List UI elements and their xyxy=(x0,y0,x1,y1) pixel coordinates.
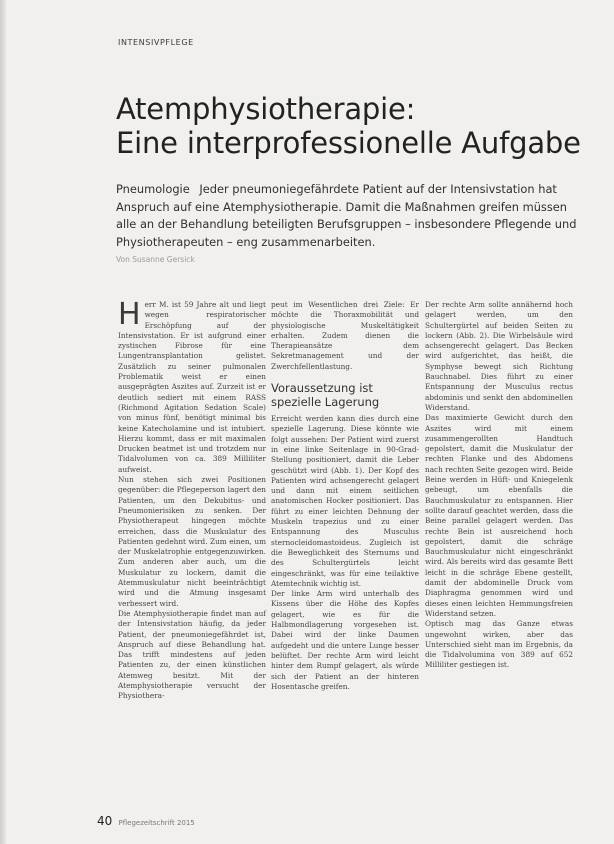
article-lead xyxy=(116,181,586,251)
paragraph-text: err M. ist 59 Jahre alt und liegt wegen respiratorischer Erschöpfung auf der Intensivstation. Er ist aufgrund einer zystischen Fibrose für eine Lungentransplantation gelistet. Zusätzlich zu seiner pulmonalen Problematik weist er einen ausgeprägten Aszites auf. Zurzeit ist er deutlich sediert mit einem RASS (Richmond Agitation Sedation Scale) von minus fünf, benötigt minimal bis keine Katecholamine und ist intubiert. Hierzu kommt, dass er mit maximalen Drucken beatmet ist und trotzdem nur Tidalvolumen von ca. 389 Milliliter aufweist. xyxy=(118,300,266,474)
drop-cap: H xyxy=(118,297,141,332)
paragraph: Die Atemphysiotherapie findet man auf der Intensivstation häufig, da jeder Patient, der pneumoniegefährdet ist, Anspruch auf diese Behandlung hat. Das trifft mindestens auf jeden Patienten zu, der einen künstlichen Atemweg besitzt. Mit der Atemphysiotherapie versucht der Physiothera- xyxy=(118,608,266,701)
article-title-line-2: Eine interprofessionelle Aufgabe xyxy=(116,126,581,160)
section-label: INTENSIVPFLEGE xyxy=(118,38,194,47)
journal-name: Pflegezeitschrift 2015 xyxy=(118,819,195,827)
paragraph: Optisch mag das Ganze etwas ungewohnt wirken, aber das Unterschied sieht man im Ergebnis, da die Tidalvolumina von 389 auf 652 Milliliter gestiegen ist. xyxy=(425,619,573,670)
lead-text: Jeder pneumoniegefährdete Patient auf der Intensivstation hat Anspruch auf eine Atemphysiotherapie. Damit die Maßnahmen greifen müssen alle an der Behandlung beteiligten Berufsgruppen – insbesondere Pflegende und Physiotherapeuten – eng zusammenarbeiten. xyxy=(116,182,577,249)
text-column-2 xyxy=(271,300,419,692)
page-edge xyxy=(0,0,6,844)
lead-kicker: Pneumologie xyxy=(116,182,190,196)
text-column-3 xyxy=(425,300,573,671)
byline: Von Susanne Gersick xyxy=(116,255,195,264)
paragraph: Der rechte Arm sollte annähernd hoch gelagert werden, um den Schultergürtel auf beiden Seiten zu lockern (Abb. 2). Die Wirbelsäule wird achsengerecht gelagert. Das Becken wird aufgerichtet, das heißt, die Symphyse bewegt sich Richtung Bauchnabel. Dies führt zu einer Entspannung der Musculus rectus abdominis und senkt den abdominellen Widerstand. xyxy=(425,300,573,412)
text-column-1 xyxy=(118,297,266,702)
page-footer xyxy=(97,814,195,828)
paragraph: peut im Wesentlichen drei Ziele: Er möchte die Thoraxmobilität und physiologische Muskeltätigkeit erhalten. Zudem dienen die Therapieansätze dem Sekretmanagement und der Zwerchfellentlastung. xyxy=(271,300,419,371)
paragraph: Nun stehen sich zwei Positionen gegenüber: die Pflegeperson lagert den Patienten, um den Dekubitus- und Pneumonierisiken zu senken. Der Physiotherapeut hingegen möchte erreichen, dass die Muskulatur des Patienten gedehnt wird. Zum einen, um der Muskelatrophie entgegenzuwirken. Zum anderen aber auch, um die Muskulatur zu lockern, damit die Atemmuskulatur nicht beeinträchtigt wird und die Atmung insgesamt verbessert wird. xyxy=(118,475,266,608)
paragraph xyxy=(118,297,266,475)
paragraph: Das maximierte Gewicht durch den Aszites wird mit einem zusammengerollten Handtuch gepolstert, damit die Muskulatur der rechten Flanke und des Abdomens nach rechten Seite gezogen wird. Beide Beine werden in Hüft- und Kniegelenk gebeugt, um ebenfalls die Bauchmuskulatur zu entspannen. Hier sollte darauf geachtet werden, dass die Beine parallel gelagert werden. Das rechte Bein ist ausreichend hoch gepolstert, damit die schräge Bauchmuskulatur nicht eingeschränkt wird. Als bereits wird das gesamte Bett leicht in die schräge Ebene gestellt, damit der abdominelle Druck vom Diaphragma genommen wird und dieses einen leichten Hemmungsfreien Widerstand setzen. xyxy=(425,413,573,618)
paragraph: Erreicht werden kann dies durch eine spezielle Lagerung. Diese könnte wie folgt aussehen: Der Patient wird zuerst in eine linke Seitenlage in 90-Grad-Stellung positioniert, damit die Leber geschützt wird (Abb. 1). Der Kopf des Patienten wird achsengerecht gelagert und dann mit einem seitlichen anatomischen Hocker positioniert. Das führt zu einer leichten Dehnung der Muskeln trapezius und zu einer Entspannung des Musculus sternocleidomastoideus. Zugleich ist die Beweglichkeit des Sternums und des Schultergürtels leicht eingeschränkt, was für eine teilaktive Atemtechnik wichtig ist. xyxy=(271,414,419,588)
article-title-line-1: Atemphysiotherapie: xyxy=(116,92,416,126)
page-number: 40 xyxy=(97,814,113,828)
section-subheading: Voraussetzung ist spezielle Lagerung xyxy=(271,381,380,410)
paragraph: Der linke Arm wird unterhalb des Kissens über die Höhe des Kopfes gelagert, wie es für die Halbmondlagerung vorgesehen ist. Dabei wird der linke Daumen aufgedeht und die untere Lunge besser belüftet. Der rechte Arm wird leicht hinter dem Rumpf gelagert, als würde sich der Patient an der hinteren Hosentasche greifen. xyxy=(271,589,419,691)
